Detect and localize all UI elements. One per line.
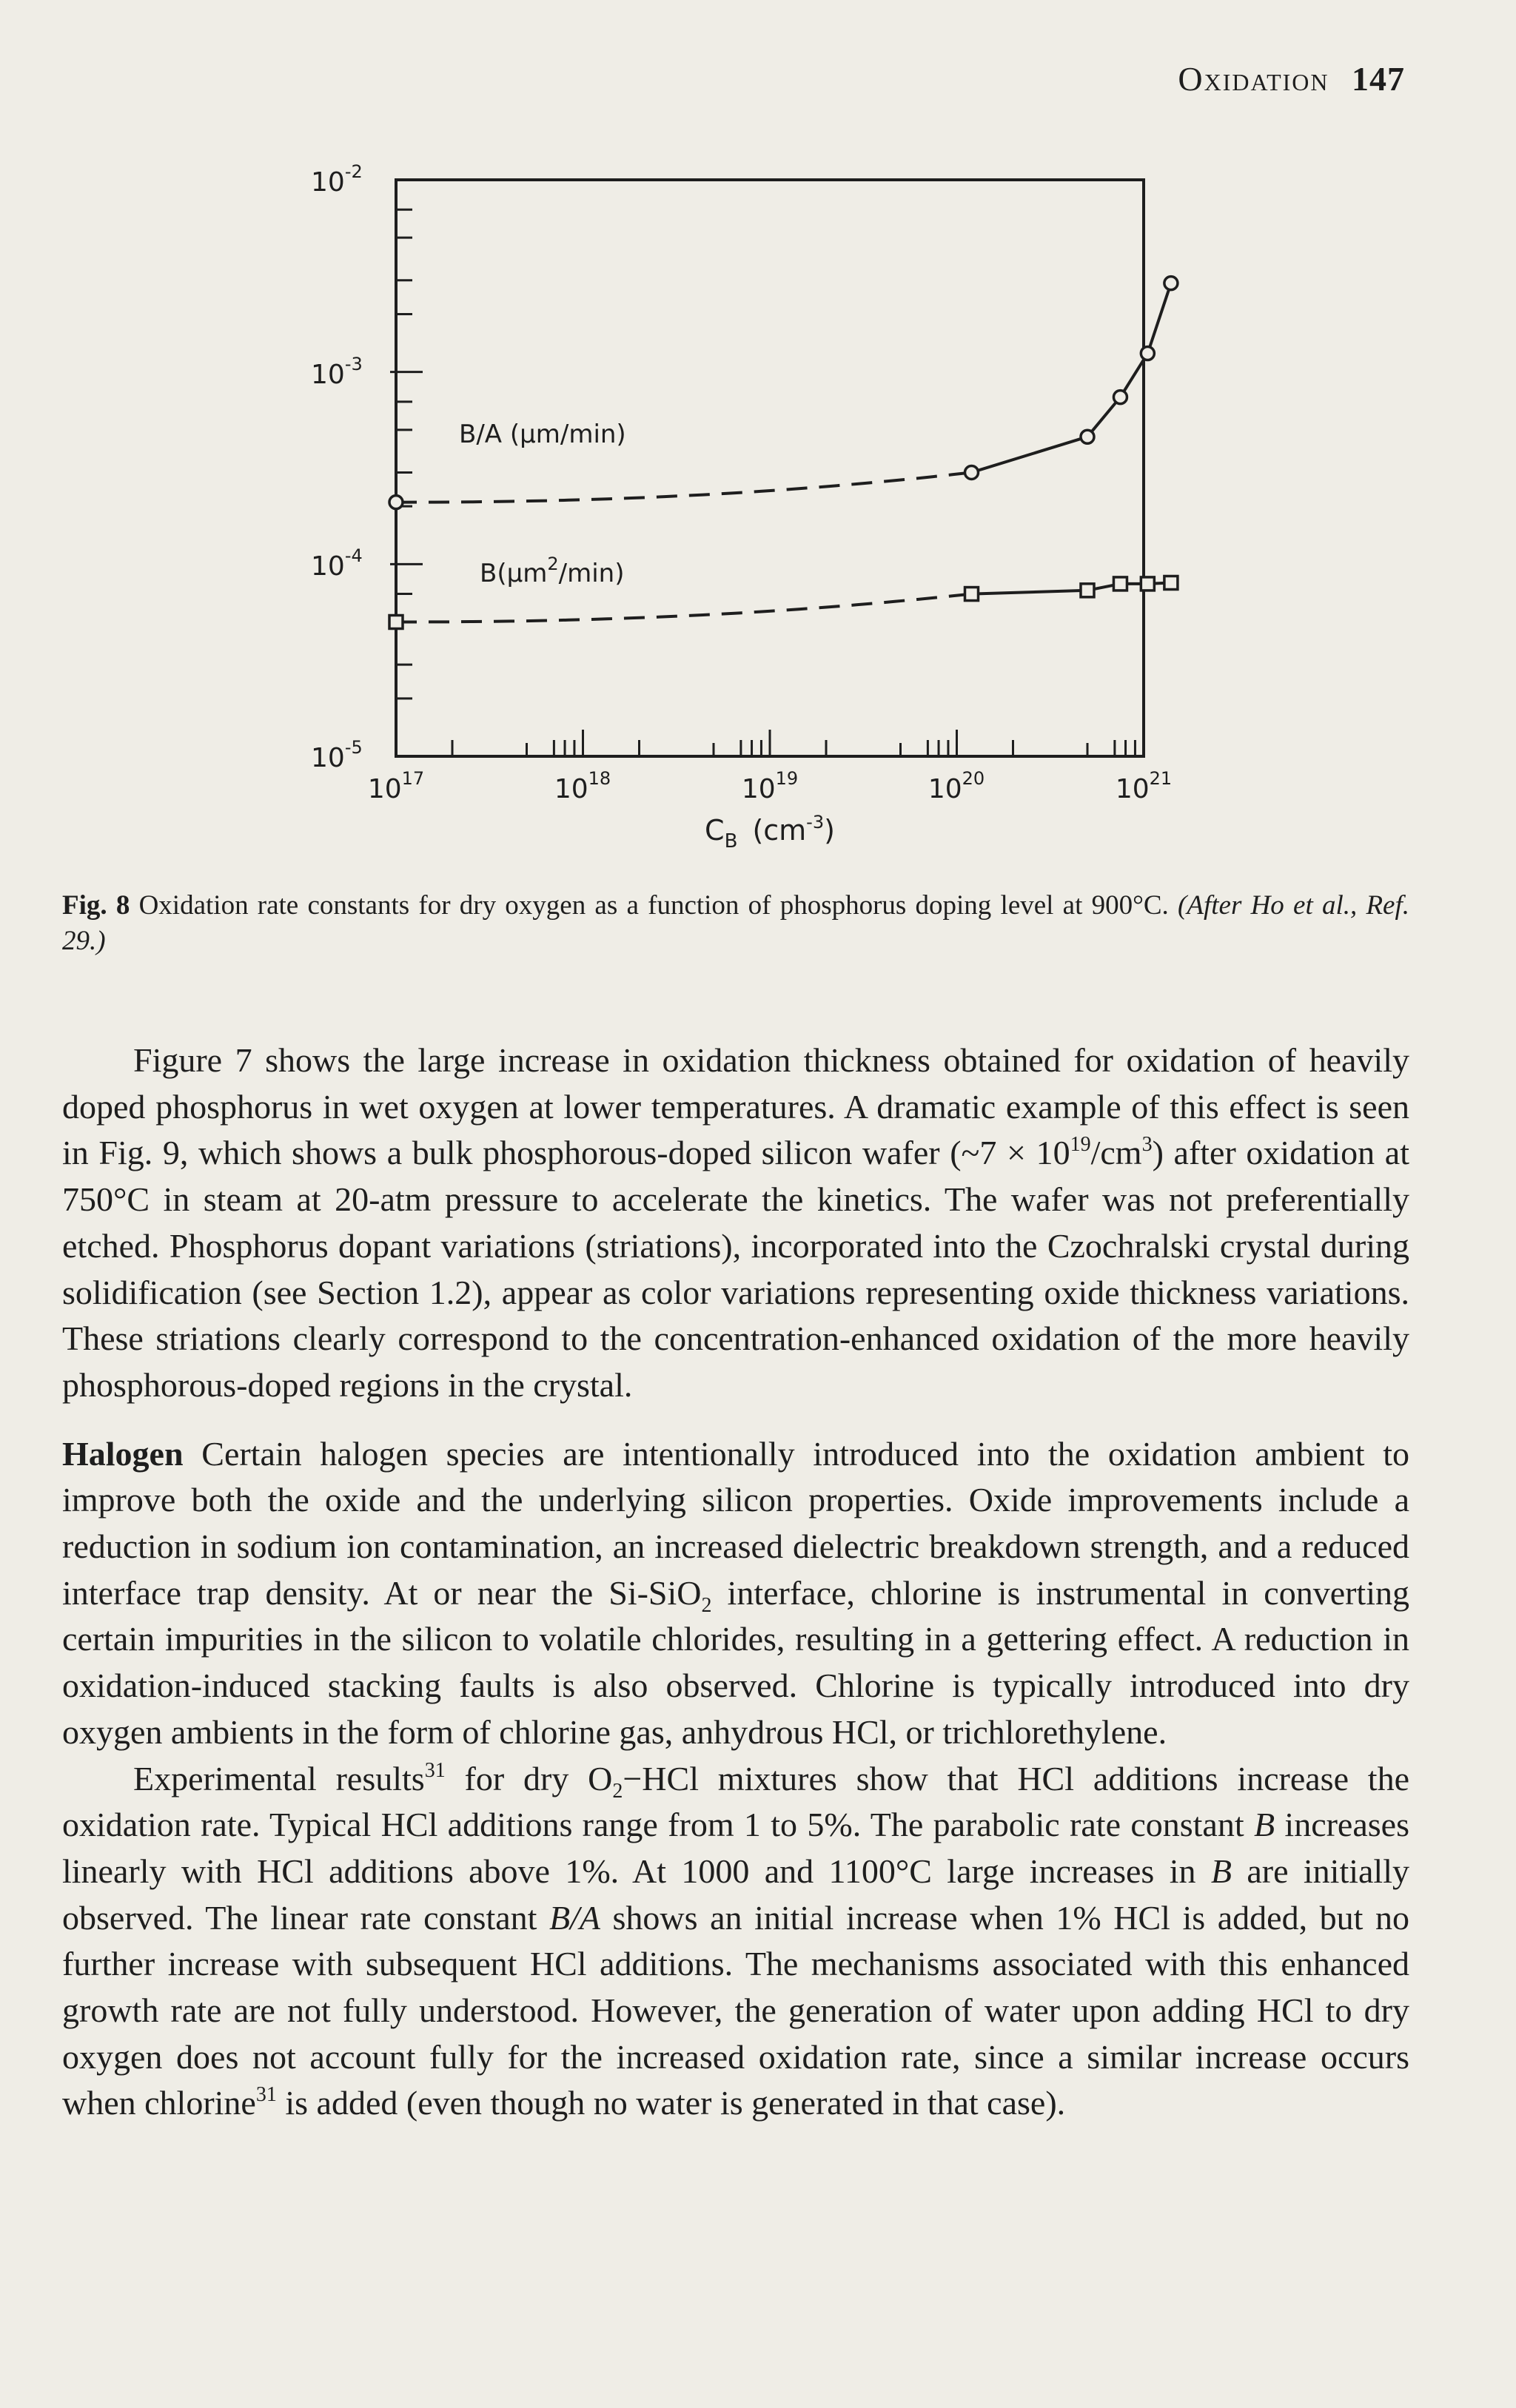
figure-caption — [62, 888, 1409, 959]
page-number: 147 — [1352, 60, 1405, 98]
series-2-point — [1113, 577, 1127, 591]
x-tick-label: $10^{17}$ — [367, 768, 425, 804]
y-tick-label: $10^{-5}$ — [311, 737, 363, 773]
caption-source: (After Ho et al., Ref. 29.) — [62, 890, 1409, 956]
y-tick-label: $10^{-4}$ — [311, 545, 363, 582]
plot-frame — [396, 180, 1144, 756]
header-title: Oxidation — [1178, 60, 1329, 98]
x-tick-label: $10^{20}$ — [928, 768, 985, 804]
paragraph-halogen: Halogen Certain halogen species are intentionally introduced into the oxidation ambient to improve both the oxide and the underlying silicon properties. Oxide improvements include a reduction in sodium ion contamination, an increased dielectric breakdown strength, and a reduced interface trap density. At or near the Si-SiO$_2$ interface, chlorine is instrumental in converting certain impurities in the silicon to volatile chlorides, resulting in a gettering effect. A reduction in oxidation-induced stacking faults is also observed. Chlorine is typically introduced into dry oxygen ambients in the form of chlorine gas, anhydrous HCl, or trichlorethylene. — [62, 1434, 1409, 1751]
series-1-point — [1113, 391, 1127, 404]
figure-label: Fig. 8 — [62, 890, 130, 921]
x-tick-label: $10^{21}$ — [1115, 768, 1173, 804]
series-1-point — [1164, 277, 1178, 290]
y-tick-label: $10^{-3}$ — [311, 354, 363, 390]
paragraph-hcl: Experimental results$^{31}$ for dry $O_2-HCl$ mixtures show that HCl additions increase the oxidation rate. Typical HCl additions range from 1 to 5%. The parabolic rate constant B increases linearly with HCl additions above 1%. At 1000 and 1100°C large increases in B are initially observed. The linear rate constant B/A shows an initial increase when 1% HCl is added, but no further increase with subsequent HCl additions. The mechanisms associated with this enhanced growth rate are not fully understood. However, the generation of water upon adding HCl to dry oxygen does not account fully for the increased oxidation rate, since a similar increase occurs when chlorine$^{31}$ is added (even though no water is generated in that case). — [62, 1758, 1410, 2122]
series-2-point — [1081, 584, 1094, 597]
series-2-point — [965, 588, 978, 601]
series-1-dashed-line — [396, 472, 972, 502]
x-axis-ticks — [452, 730, 1135, 756]
series-1-point — [1141, 347, 1154, 360]
section-runin-halogen: Halogen — [62, 1434, 184, 1473]
series-1-point — [1081, 430, 1094, 443]
series-label-ba: B/A (µm/min) — [459, 420, 626, 449]
paragraph-phosphorus: Figure 7 shows the large increase in oxidation thickness obtained for oxidation of heavily doped phosphorus in wet oxygen at lower temperatures. A dramatic example of this effect is seen in Fig. 9, which shows a bulk phosphorous-doped silicon wafer (~7 × $10^{19}/cm^3$) after oxidation at 750°C in steam at 20-atm pressure to accelerate the kinetics. The wafer was not preferentially etched. Phosphorus dopant variations (striations), incorporated into the Czochralski crystal during solidification (see Section 1.2), appear as color variations representing oxide thickness variations. These striations clearly correspond to the concentration-enhanced oxidation of the more heavily phosphorous-doped regions in the crystal. — [62, 1041, 1409, 1404]
series-2-point — [1164, 576, 1178, 589]
oxidation-rate-chart — [0, 0, 1516, 873]
series-2-point — [389, 616, 403, 629]
x-axis-title: $C_B$ $(cm^{-3})$ — [705, 812, 835, 852]
series-1-solid-line — [972, 283, 1171, 473]
series-2-dashed-line — [396, 594, 972, 622]
series-2-point — [1141, 577, 1154, 591]
x-tick-label: $10^{19}$ — [741, 768, 799, 804]
series-1-point — [389, 496, 403, 509]
body-text — [62, 1037, 1409, 2127]
series-1-point — [965, 465, 978, 479]
series-label-b: B(µm$^2$/min) — [480, 554, 625, 588]
y-tick-label: $10^{-2}$ — [311, 161, 363, 198]
x-tick-label: $10^{18}$ — [554, 768, 611, 804]
caption-text: Oxidation rate constants for dry oxygen as a function of phosphorus doping level at 900°C. — [130, 890, 1178, 921]
